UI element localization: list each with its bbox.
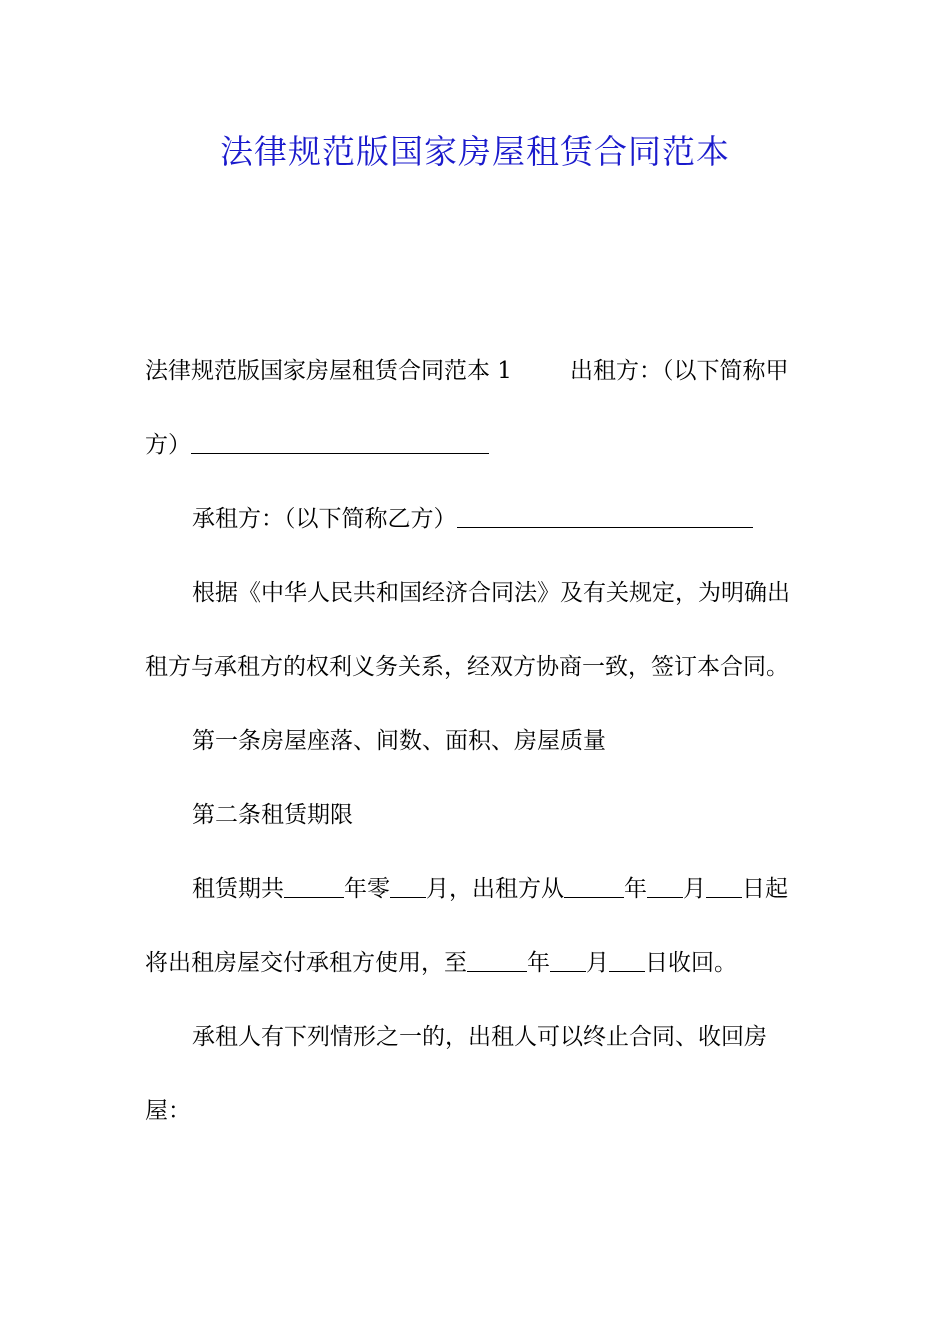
lease-term-text: 日起将出租房屋交付承租方使用，至 [145, 876, 788, 976]
lease-term-text: 日收回。 [645, 950, 737, 976]
lease-term-text: 年零 [344, 876, 390, 902]
lease-term-text: 租赁期共 [192, 876, 284, 902]
document-body [145, 334, 810, 1148]
lease-term-text: 月，出租方从 [426, 876, 564, 902]
document-title: 法律规范版国家房屋租赁合同范本 [220, 132, 730, 171]
lessee-label: 承租方：（以下简称乙方） [192, 506, 457, 532]
lessor-blank [191, 433, 489, 454]
end-month-blank [550, 951, 586, 972]
end-year-blank [467, 951, 527, 972]
paragraph-lease-term [145, 852, 810, 1000]
lease-term-text: 年 [527, 950, 550, 976]
lease-term-text: 月 [586, 950, 609, 976]
end-day-blank [609, 951, 645, 972]
paragraph-basis: 根据《中华人民共和国经济合同法》及有关规定，为明确出租方与承租方的权利义务关系，经双方协商一致，签订本合同。 [145, 580, 790, 680]
paragraph-article-1: 第一条房屋座落、间数、面积、房屋质量 [192, 728, 606, 754]
years-blank [284, 877, 344, 898]
lessor-label: 出租方：（以下简称甲方） [145, 358, 789, 458]
paragraph-termination: 承租人有下列情形之一的，出租人可以终止合同、收回房屋： [145, 1024, 767, 1124]
paragraph-lessee [145, 482, 810, 556]
lessee-blank [457, 507, 753, 528]
months-blank [390, 877, 426, 898]
paragraph-article-2: 第二条租赁期限 [192, 802, 353, 828]
start-month-blank [647, 877, 683, 898]
contract-heading-inline: 法律规范版国家房屋租赁合同范本 1 [145, 358, 512, 384]
start-year-blank [564, 877, 624, 898]
start-day-blank [706, 877, 742, 898]
paragraph-lessor [145, 334, 810, 482]
lease-term-text: 月 [683, 876, 706, 902]
lease-term-text: 年 [624, 876, 647, 902]
